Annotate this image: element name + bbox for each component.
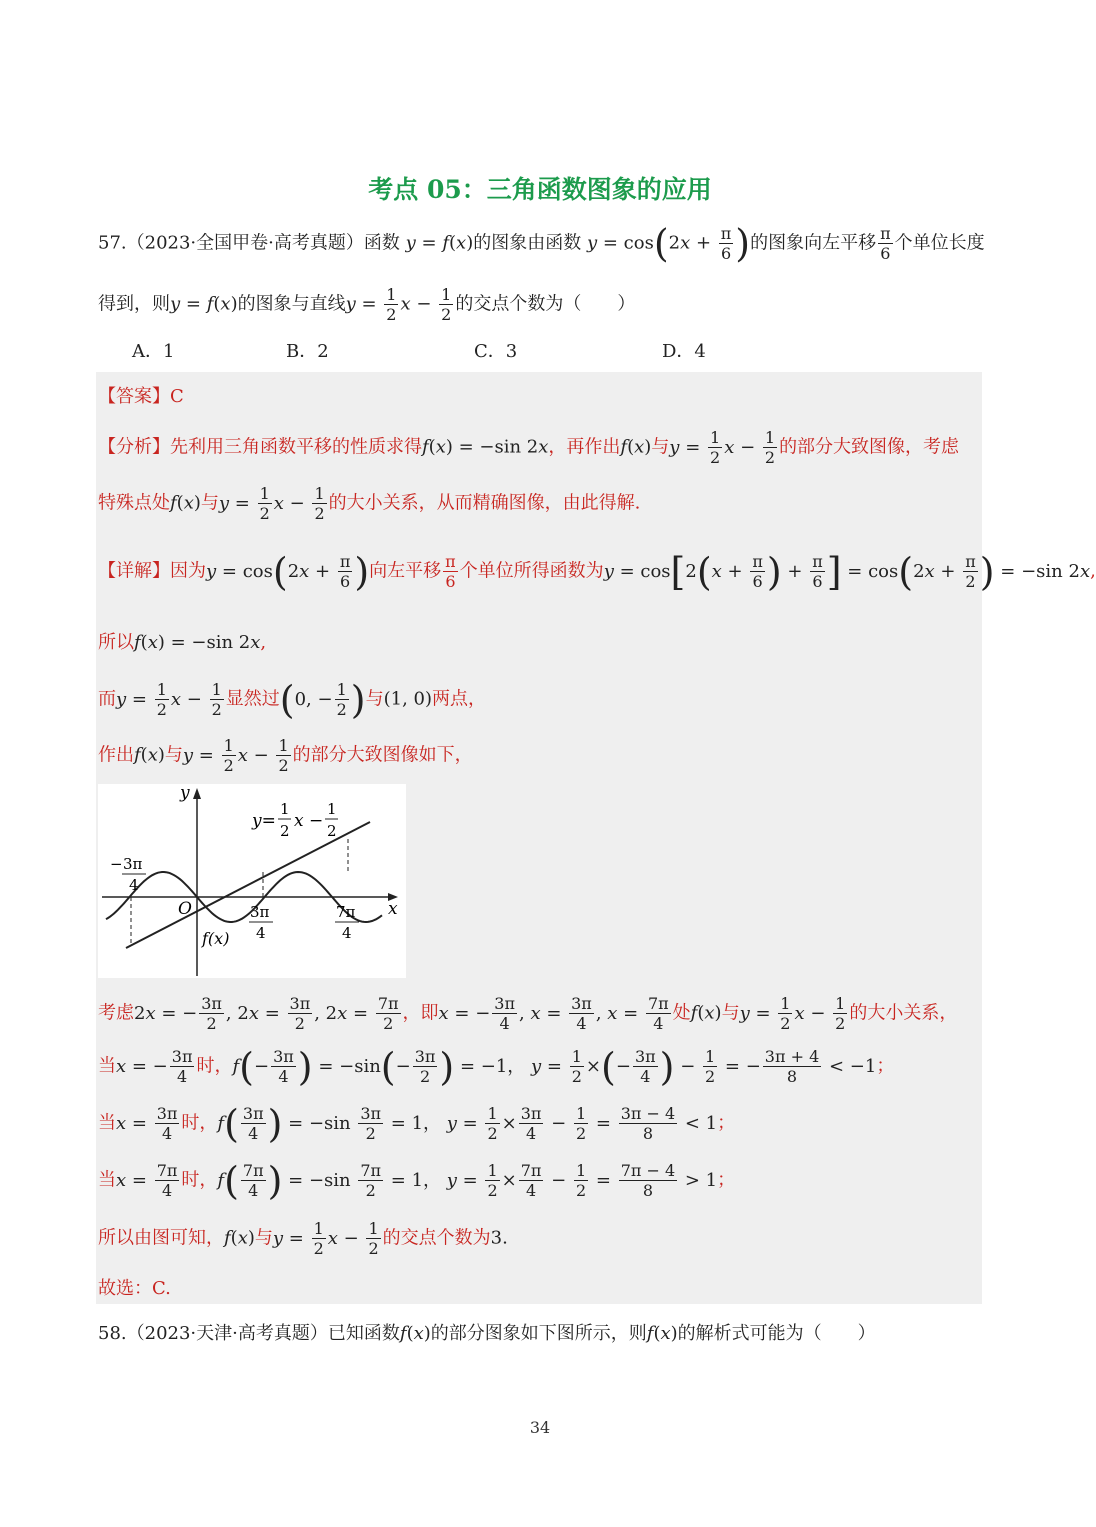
analysis-line1: 【分析】先利用三角函数平移的性质求得f(x) = −sin 2x，再作出f(x)与y = $\frac{1}{2}$ x − $\frac{1}{2}$ 的部分大致图像，考虑	[98, 428, 960, 467]
tick-left-den: 4	[129, 876, 139, 894]
fx-label: f(x)	[202, 929, 230, 948]
x-label: x	[388, 899, 398, 919]
consider-line: 考虑2x = − $\frac{3\pi}{2}$ , 2x = $\frac{3\pi}{2}$ , 2x = $\frac{7\pi}{2}$ ，即x = − $\frac{3\pi}{4}$ , x = $\frac{3\pi}{4}$ , x = $\frac{7\pi}{4}$ 处f(x)与y = $\frac{1}{2}$ x − $\frac{1}{2}$ 的大小关系，	[98, 994, 958, 1033]
case2-line: 当x = $\frac{3\pi}{4}$ 时，f( $\frac{3\pi}{4}$ ) = −sin $\frac{3\pi}{2}$ = 1， y = $\frac{1}{2}$ × $\frac{3\pi}{4}$ − $\frac{1}{2}$ = $\frac{3\pi - 4}{8}$ < 1；	[98, 1101, 736, 1146]
detail-line1: 【详解】因为y = cos(2x + $\frac{\pi}{6}$ )向左平移 $\frac{\pi}{6}$ 个单位所得函数为y = cos[2(x + $\frac{\pi}{6}$ ) + $\frac{\pi}{6}$ ] = cos(2x + $\frac{\pi}{2}$ ) = −sin 2x,	[98, 549, 1096, 594]
tick-left-minus: −	[110, 855, 123, 873]
option-c[interactable]: C．3	[474, 341, 518, 362]
so-line: 所以f(x) = −sin 2x,	[98, 632, 267, 653]
answer-line: 【答案】C	[98, 386, 184, 407]
tick-mid-num: 3π	[250, 903, 270, 921]
option-a[interactable]: A．1	[132, 341, 175, 362]
tick-right-den: 4	[342, 924, 352, 942]
option-b[interactable]: B．2	[286, 341, 329, 362]
line-label-x: x −	[294, 811, 324, 831]
line-label-den2: 2	[327, 822, 337, 840]
line-label-num1: 1	[280, 800, 290, 818]
conclusion-line: 所以由图可知，f(x)与y = $\frac{1}{2}$ x − $\frac{1}{2}$ 的交点个数为3.	[98, 1219, 508, 1258]
case3-line: 当x = $\frac{7\pi}{4}$ 时，f( $\frac{7\pi}{4}$ ) = −sin $\frac{7\pi}{2}$ = 1， y = $\frac{1}{2}$ × $\frac{7\pi}{4}$ − $\frac{1}{2}$ = $\frac{7\pi - 4}{8}$ > 1；	[98, 1158, 736, 1203]
tick-left-num: 3π	[123, 855, 143, 873]
q57-line2: 得到，则y = f(x)的图象与直线y = $\frac{1}{2}$ x − $\frac{1}{2}$ 的交点个数为（ ）	[98, 285, 636, 324]
q57-line1: 57.（2023·全国甲卷·高考真题）函数 y = f(x)的图象由函数 y = cos(2x + $\frac{\pi}{6}$ )的图象向左平移 $\frac{\pi}{6}$ 个单位长度	[98, 221, 985, 266]
page-number: 34	[529, 1418, 551, 1437]
tick-mid-den: 4	[256, 924, 266, 942]
section-title: 考点 05：三角函数图象的应用	[368, 175, 712, 204]
q58-line: 58.（2023·天津·高考真题）已知函数f(x)的部分图象如下图所示，则f(x)的解析式可能为（ ）	[98, 1323, 876, 1344]
option-d[interactable]: D．4	[662, 341, 706, 362]
line-label: y=	[252, 811, 276, 831]
draw-line: 作出f(x)与y = $\frac{1}{2}$ x − $\frac{1}{2}$ 的部分大致图像如下，	[98, 736, 473, 775]
analysis-line2: 特殊点处f(x)与y = $\frac{1}{2}$ x − $\frac{1}{2}$ 的大小关系，从而精确图像，由此得解.	[98, 484, 641, 523]
tick-right-num: 7π	[336, 903, 356, 921]
line-label-den1: 2	[280, 822, 290, 840]
and-line: 而y = $\frac{1}{2}$ x − $\frac{1}{2}$ 显然过(0, − $\frac{1}{2}$ )与(1, 0)两点，	[98, 677, 486, 722]
origin-label: O	[178, 899, 192, 919]
graph-figure	[98, 784, 406, 978]
line-label-num2: 1	[327, 800, 337, 818]
case1-line: 当x = − $\frac{3\pi}{4}$ 时，f(− $\frac{3\pi}{4}$ ) = −sin(− $\frac{3\pi}{2}$ ) = −1， y = $\frac{1}{2}$ ×(− $\frac{3\pi}{4}$ ) − $\frac{1}{2}$ = − $\frac{3\pi + 4}{8}$ < −1；	[98, 1044, 895, 1089]
choose-line: 故选：C.	[98, 1278, 171, 1299]
y-label: y	[180, 783, 190, 803]
